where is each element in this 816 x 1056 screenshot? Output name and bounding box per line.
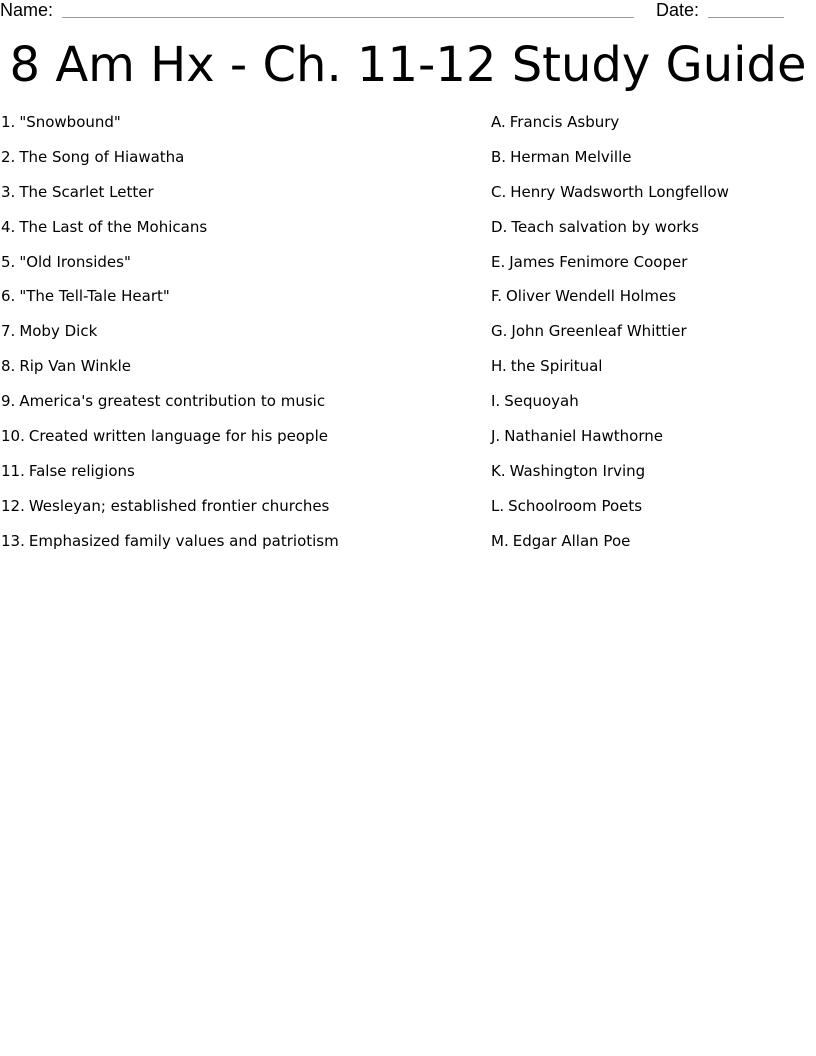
answer-item [491, 496, 811, 531]
answer-letter: I. [491, 392, 501, 411]
question-number: 6. [1, 287, 16, 306]
question-item [1, 182, 471, 217]
answer-item [491, 217, 811, 252]
answer-text: Oliver Wendell Holmes [506, 287, 677, 306]
question-number: 3. [1, 182, 16, 201]
answer-letter: C. [491, 182, 507, 201]
question-text: The Scarlet Letter [19, 182, 154, 201]
question-text: Wesleyan; established frontier churches [28, 496, 330, 515]
answer-text: Nathaniel Hawthorne [504, 427, 663, 446]
answer-letter: E. [491, 252, 506, 271]
answer-item [491, 182, 811, 217]
answer-letter: H. [491, 357, 507, 376]
answer-item [491, 252, 811, 287]
question-item [1, 217, 471, 252]
date-label: Date: [656, 0, 700, 20]
question-number: 13. [1, 531, 25, 550]
question-number: 4. [1, 217, 16, 236]
question-item [1, 321, 471, 356]
answer-letter: F. [491, 287, 502, 306]
question-item [1, 112, 471, 147]
answer-item [491, 356, 811, 391]
question-text: Emphasized family values and patriotism [28, 531, 339, 550]
answer-item [491, 531, 811, 566]
answer-text: Schoolroom Poets [508, 496, 643, 515]
question-item [1, 147, 471, 182]
answer-letter: D. [491, 217, 508, 236]
answer-item [491, 112, 811, 147]
answers-list [491, 112, 811, 566]
question-item [1, 391, 471, 426]
answer-item [491, 321, 811, 356]
answer-letter: B. [491, 147, 507, 166]
answer-letter: L. [491, 496, 505, 515]
answer-item [491, 391, 811, 426]
answer-item [491, 286, 811, 321]
question-number: 12. [1, 496, 25, 515]
question-text: "Snowbound" [19, 113, 121, 131]
answer-letter: K. [491, 461, 506, 480]
answer-item [491, 147, 811, 182]
question-item [1, 531, 471, 566]
answer-text: Herman Melville [510, 147, 632, 166]
answer-letter: G. [491, 322, 508, 341]
question-text: The Last of the Mohicans [19, 217, 208, 236]
answer-text: Teach salvation by works [511, 217, 699, 236]
answer-text: John Greenleaf Whittier [511, 322, 687, 341]
question-text: "Old Ironsides" [19, 252, 131, 271]
question-number: 11. [1, 461, 25, 480]
question-number: 7. [1, 322, 16, 341]
question-item [1, 426, 471, 461]
question-text: False religions [28, 461, 135, 480]
question-text: "The Tell-Tale Heart" [19, 287, 170, 306]
header-row [0, 0, 816, 22]
question-number: 10. [1, 427, 25, 446]
answer-text: the Spiritual [510, 357, 603, 376]
question-text: Rip Van Winkle [19, 357, 132, 376]
question-number: 1. [1, 113, 16, 131]
answer-letter: J. [491, 427, 501, 446]
date-blank-line[interactable] [708, 17, 784, 18]
answer-text: Sequoyah [504, 392, 579, 411]
question-text: The Song of Hiawatha [19, 147, 185, 166]
question-item [1, 356, 471, 391]
question-number: 2. [1, 147, 16, 166]
question-item [1, 252, 471, 287]
question-number: 9. [1, 392, 16, 411]
question-item [1, 286, 471, 321]
name-label: Name: [0, 0, 54, 20]
question-item [1, 461, 471, 496]
question-number: 8. [1, 357, 16, 376]
question-text: Moby Dick [19, 322, 98, 341]
question-text: America's greatest contribution to music [19, 392, 326, 411]
answer-item [491, 426, 811, 461]
answer-text: Henry Wadsworth Longfellow [510, 182, 729, 201]
answer-text: James Fenimore Cooper [509, 252, 688, 271]
name-blank-line[interactable] [62, 17, 634, 18]
questions-list [1, 112, 471, 566]
question-item [1, 496, 471, 531]
answer-text: Francis Asbury [509, 113, 620, 131]
answer-text: Edgar Allan Poe [512, 531, 631, 550]
question-number: 5. [1, 252, 16, 271]
answer-letter: M. [491, 531, 509, 550]
worksheet-title: 8 Am Hx - Ch. 11-12 Study Guide [9, 37, 807, 93]
answer-item [491, 461, 811, 496]
answer-letter: A. [491, 113, 506, 131]
question-text: Created written language for his people [28, 427, 328, 446]
answer-text: Washington Irving [509, 461, 646, 480]
